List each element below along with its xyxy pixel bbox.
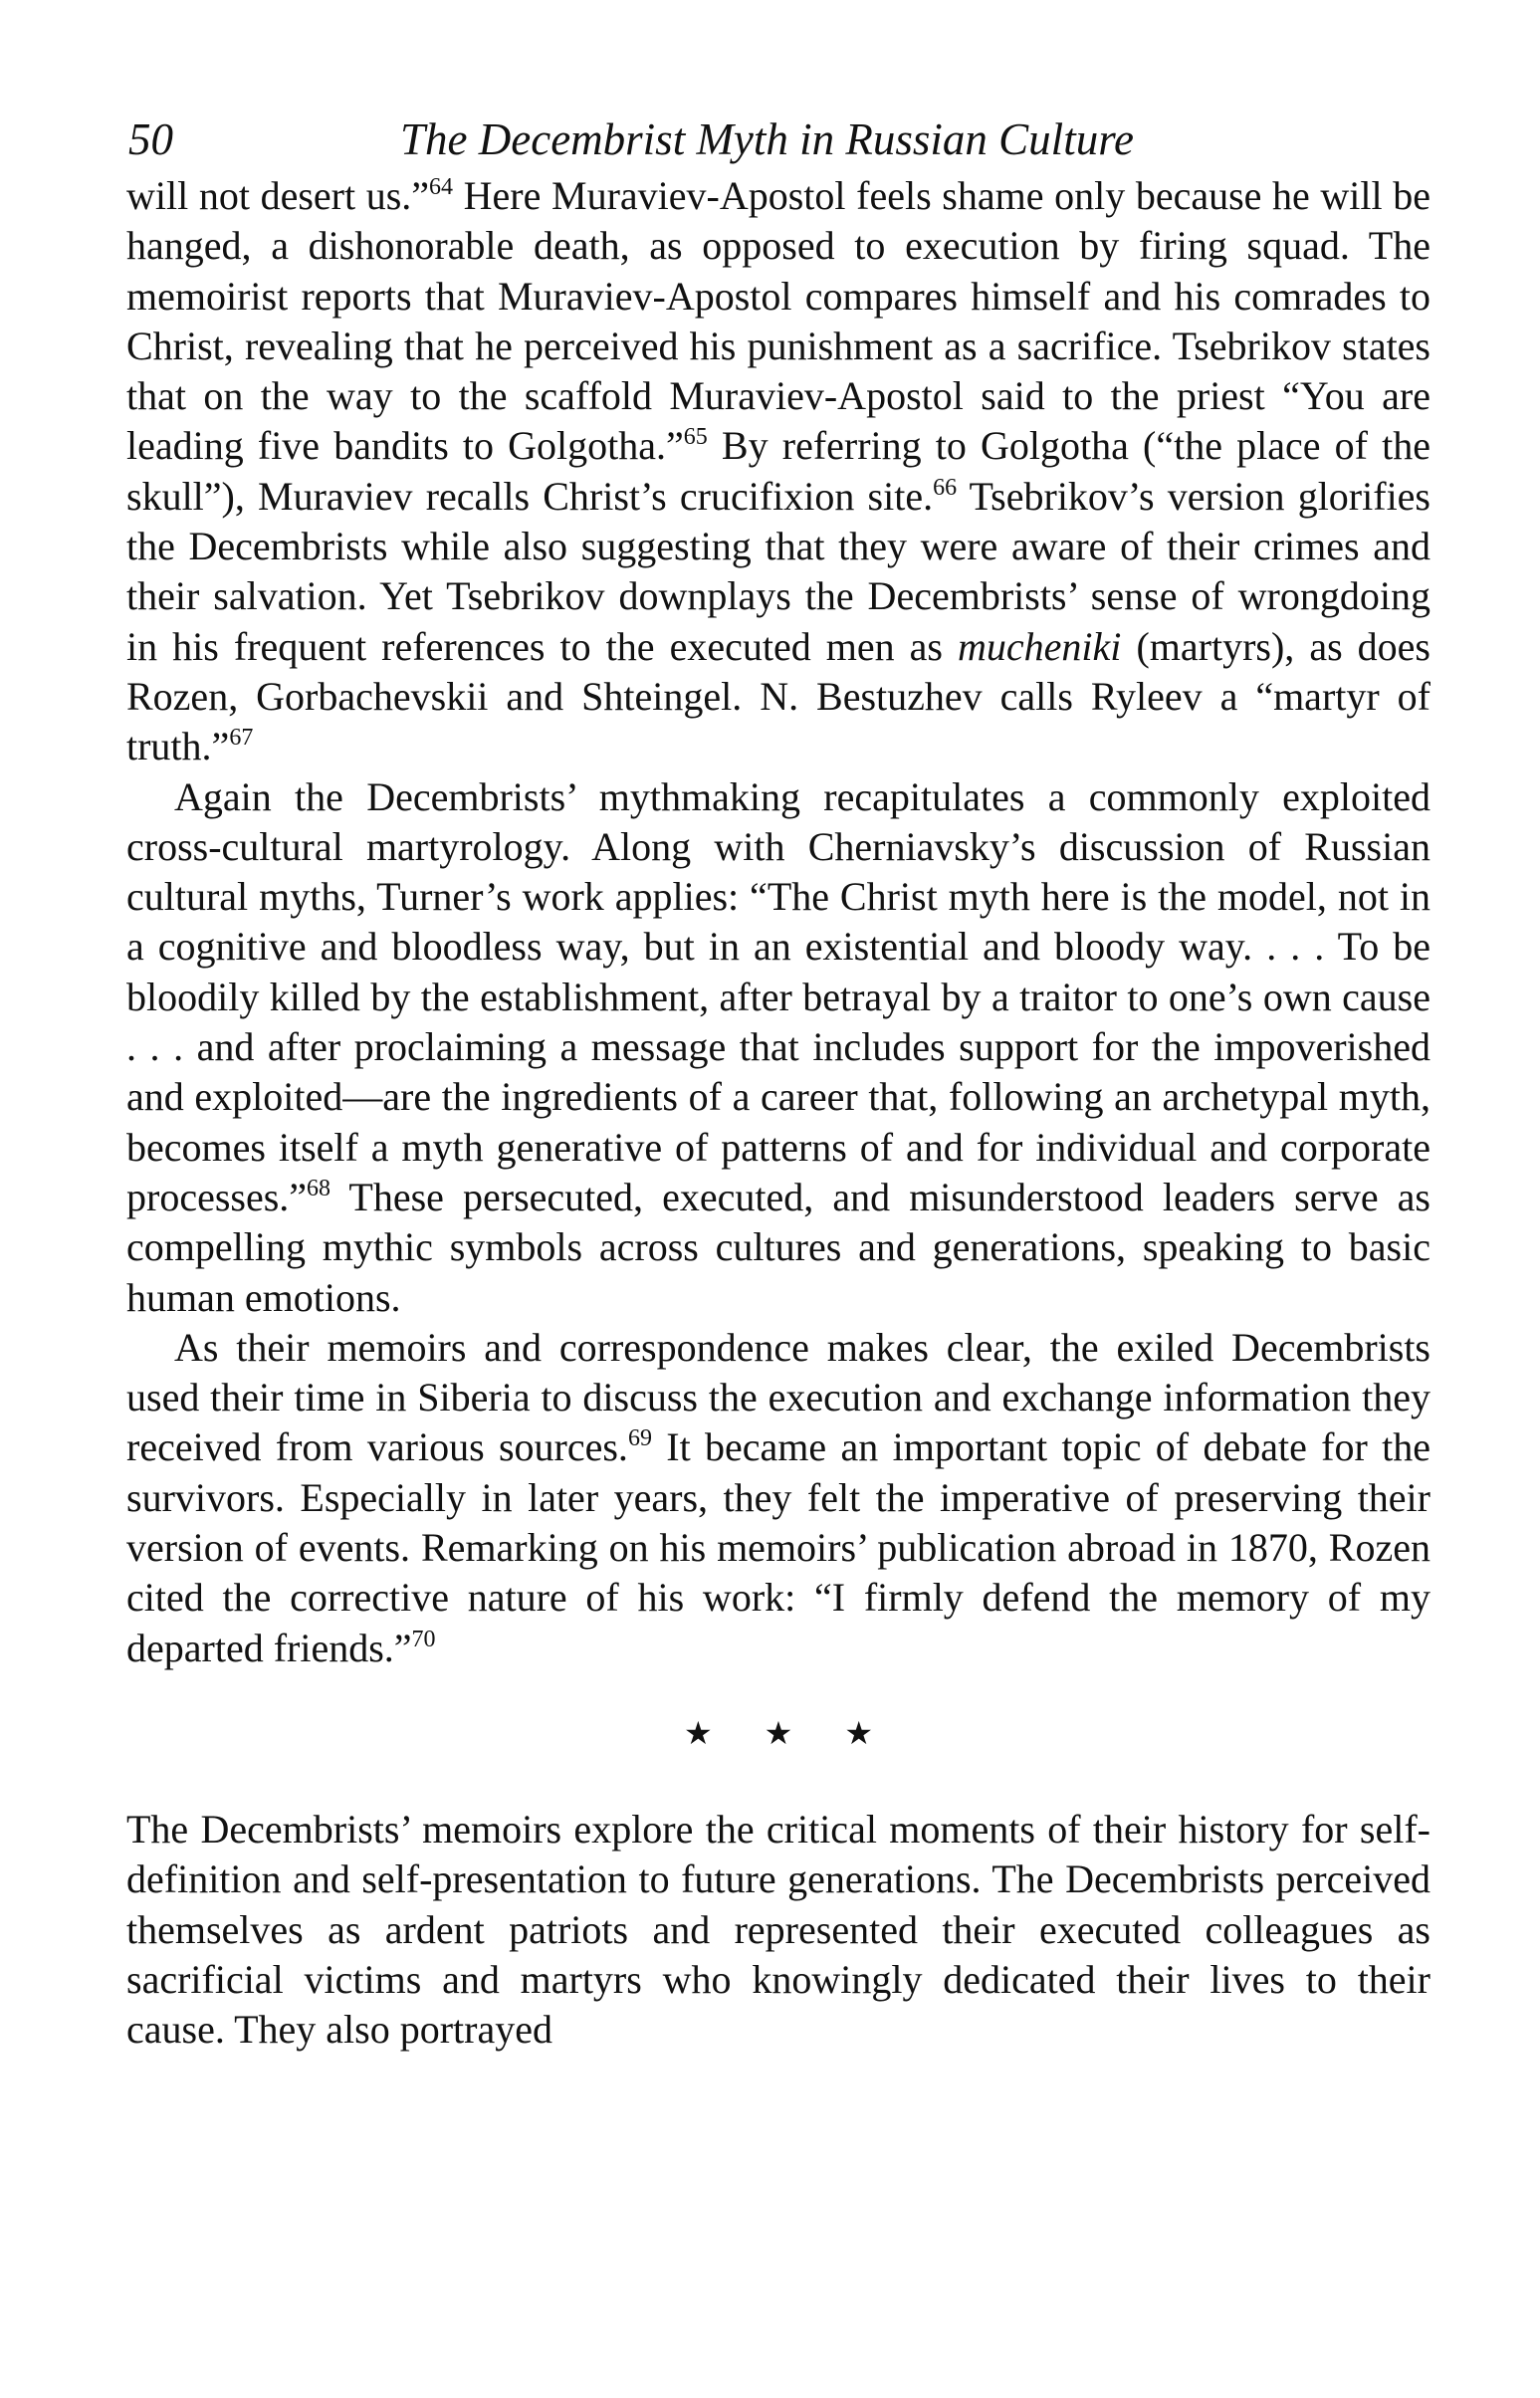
footnote-ref-65[interactable]: 65 (683, 424, 708, 451)
text-run: These persecuted, executed, and misunderstood leaders serve as compelling mythic symbols across cultures and generations, speaking to basic human emotions. (126, 1174, 1430, 1320)
text-run: Tsebrikov’s version glorifies the Decembrists while also suggesting that they were aware of their crimes and their salvation. Yet Tsebrikov downplays the Decembrists’ sense of wrongdoing in his frequent references to the executed men as (126, 473, 1430, 669)
star-icon: ★ (844, 1714, 874, 1751)
italic-term-mucheniki: mucheniki (958, 623, 1122, 669)
paragraph-1 (126, 171, 1430, 772)
text-run: Here Muraviev-Apostol feels shame only because he will be hanged, a dishonorable death, as opposed to execution by firing squad. The memoirist reports that Muraviev-Apostol compares himself and his comrades to Christ, revealing that he perceived his punishment as a sacrifice. Tsebrikov states that on the way to the scaffold Muraviev-Apostol said to the priest “You are leading five bandits to Golgotha.” (126, 173, 1430, 469)
paragraph-2 (126, 772, 1430, 1323)
running-title: The Decembrist Myth in Russian Culture (400, 114, 1135, 164)
text-run: Again the Decembrists’ mythmaking recapitulates a commonly exploited cross-cultural martyrology. Along with Cherniavsky’s discussion of Russian cultural myths, Turner’s work applies: “The Christ myth here is the model, not in a cognitive and bloodless way, but in an existential and bloody way. . . . To be bloodily killed by the establishment, after betrayal by a traitor to one’s own cause . . . and after proclaiming a message that includes support for the impoverished and exploited—are the ingredients of a career that, following an archetypal myth, becomes itself a myth generative of patterns of and for individual and corporate processes.” (126, 773, 1430, 1219)
running-header (126, 108, 1430, 171)
star-icon: ★ (764, 1714, 793, 1751)
footnote-ref-69[interactable]: 69 (627, 1425, 652, 1452)
footnote-ref-66[interactable]: 66 (933, 474, 958, 501)
book-page (126, 108, 1430, 2055)
text-run: As their memoirs and correspondence makes clear, the exiled Decembrists used their time in Siberia to discuss the execution and exchange information they received from various sources. (126, 1324, 1430, 1470)
text-run: By referring to Golgotha (“the place of the skull”), Muraviev recalls Christ’s crucifixion site. (126, 423, 1430, 519)
text-run: will not desert us.” (126, 173, 430, 218)
text-run: It became an important topic of debate for the survivors. Especially in later years, they felt the imperative of preserving their version of events. Remarking on his memoirs’ publication abroad in 1870, Rozen cited the corrective nature of his work: “I firmly defend the memory of my departed friends.” (126, 1424, 1430, 1670)
paragraph-3 (126, 1323, 1430, 1673)
footnote-ref-68[interactable]: 68 (307, 1175, 331, 1201)
footnote-ref-70[interactable]: 70 (411, 1626, 436, 1652)
footnote-ref-64[interactable]: 64 (429, 174, 454, 200)
body-text (126, 171, 1430, 2055)
page-number: 50 (128, 114, 173, 164)
star-icon: ★ (683, 1714, 713, 1751)
section-break-ornament (126, 1673, 1430, 1805)
paragraph-after-break: The Decembrists’ memoirs explore the critical moments of their history for self-definition and self-presentation to future generations. The Decembrists perceived themselves as ardent patriots and represented their executed colleagues as sacrificial victims and martyrs who knowingly dedicated their lives to their cause. They also portrayed (126, 1806, 1430, 2053)
text-run: (martyrs), as does Rozen, Gorbachevskii and Shteingel. N. Bestuzhev calls Ryleev a “martyr of truth.” (126, 623, 1431, 769)
footnote-ref-67[interactable]: 67 (229, 725, 254, 752)
